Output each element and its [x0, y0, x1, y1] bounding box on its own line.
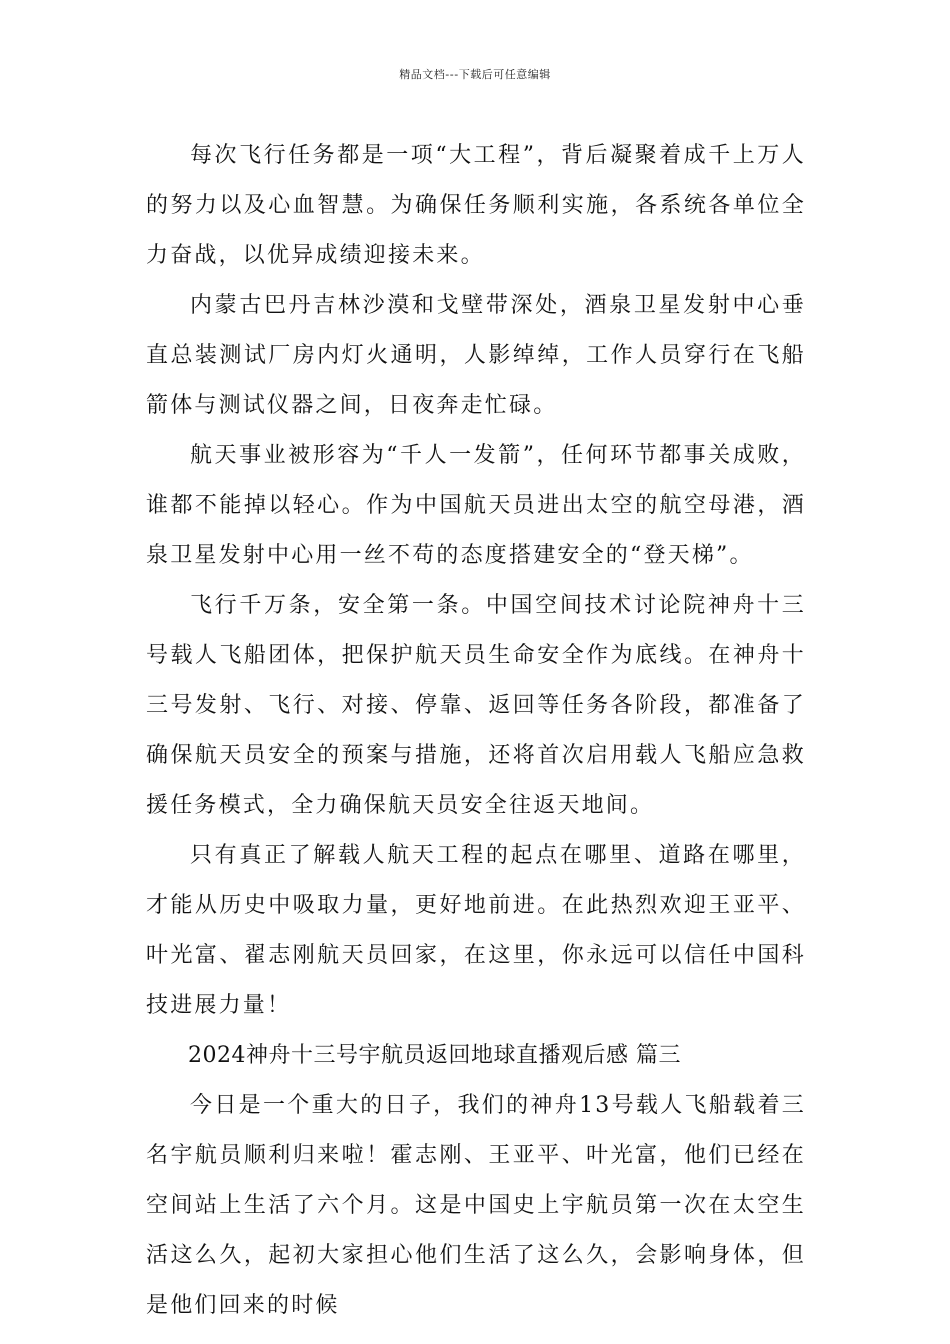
paragraph: 今日是一个重大的日子，我们的神舟13号载人飞船载着三名宇航员顺利归来啦！霍志刚、王亚平、叶光富，他们已经在空间站上生活了六个月。这是中国史上宇航员第一次在太空生活这么久，起初大家担心他们生活了这么久，会影响身体，但是他们回来的时候	[146, 1093, 806, 1318]
paragraph: 只有真正了解载人航天工程的起点在哪里、道路在哪里，才能从历史中吸取力量，更好地前进。在此热烈欢迎王亚平、叶光富、翟志刚航天员回家，在这里，你永远可以信任中国科技进展力量！	[146, 843, 806, 1018]
section-title: 2024神舟十三号宇航员返回地球直播观后感 篇三	[188, 1043, 681, 1068]
paragraph: 航天事业被形容为“千人一发箭”，任何环节都事关成败，谁都不能掉以轻心。作为中国航天员进出太空的航空母港，酒泉卫星发射中心用一丝不苟的态度搭建安全的“登天梯”。	[146, 443, 806, 568]
document-body	[146, 131, 806, 1331]
paragraph: 每次飞行任务都是一项“大工程”，背后凝聚着成千上万人的努力以及心血智慧。为确保任务顺利实施，各系统各单位全力奋战，以优异成绩迎接未来。	[146, 143, 806, 268]
page-header: 精品文档---下载后可任意编辑	[399, 68, 551, 81]
paragraph: 内蒙古巴丹吉林沙漠和戈壁带深处，酒泉卫星发射中心垂直总装测试厂房内灯火通明，人影绰绰，工作人员穿行在飞船箭体与测试仪器之间，日夜奔走忙碌。	[146, 293, 806, 418]
paragraph: 飞行千万条，安全第一条。中国空间技术讨论院神舟十三号载人飞船团体，把保护航天员生命安全作为底线。在神舟十三号发射、飞行、对接、停靠、返回等任务各阶段，都准备了确保航天员安全的预案与措施，还将首次启用载人飞船应急救援任务模式，全力确保航天员安全往返天地间。	[146, 593, 806, 818]
